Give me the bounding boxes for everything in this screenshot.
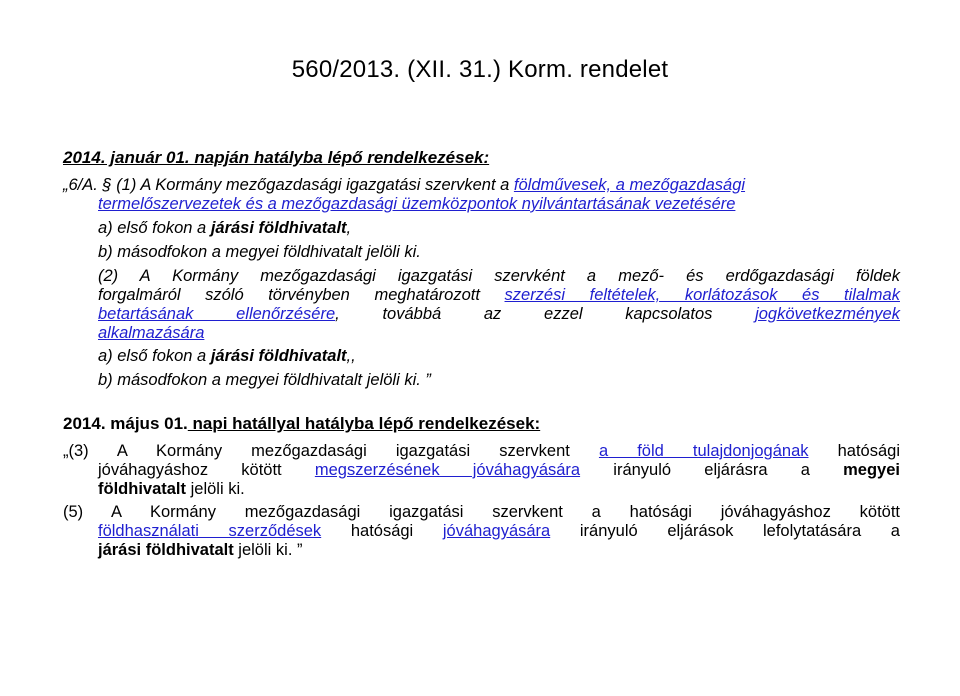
link-foldmuvesek[interactable]: földművesek, a mezőgazdasági	[513, 176, 746, 194]
p1-a-bold: járási földhivatalt	[210, 219, 347, 237]
p5-l2-suffix: irányuló eljárások lefolytatására a	[550, 522, 900, 540]
link-termeloszervezetek[interactable]: termelőszervezetek és a mezőgazdasági üzemközpontok nyilvántartásának vezetésére	[98, 195, 736, 213]
link-foldhasznalati-szerzodesek[interactable]: földhasználati szerződések	[98, 522, 322, 540]
p3-line-3	[98, 479, 245, 499]
section2-heading-date: 2014. május 01.	[63, 414, 188, 433]
p3-l2-mid: irányuló eljárásra a	[580, 461, 844, 479]
p1-a-prefix: a) első fokon a	[98, 219, 211, 237]
section2-heading-rest: napi hatállyal hatályba lépő rendelkezések:	[187, 414, 541, 433]
p5-line-2	[98, 521, 900, 541]
p2-line-2	[98, 285, 900, 305]
p5-line-3	[98, 540, 302, 560]
p1-a-suffix: ,	[346, 219, 352, 237]
p2-line-4	[98, 323, 204, 343]
p2-line-1: (2) A Kormány mezőgazdasági igazgatási szervként a mező- és erdőgazdasági földek	[98, 267, 900, 285]
p1-item-a	[98, 218, 351, 238]
link-megszerzesenek[interactable]: megszerzésének jóváhagyására	[314, 461, 581, 479]
p3-l1-suffix: hatósági	[808, 442, 900, 460]
p3-l3-bold: földhivatalt	[98, 480, 187, 498]
p2-a-suffix: ,,	[346, 347, 356, 365]
p2-item-a	[98, 346, 356, 366]
link-jovahagyasara[interactable]: jóváhagyására	[442, 522, 551, 540]
p3-line-1	[63, 441, 900, 461]
p1-line-1	[63, 175, 745, 195]
link-jogkovetkezmenyek[interactable]: jogkövetkezmények	[755, 305, 900, 323]
p5-l2-mid: hatósági	[321, 522, 443, 540]
link-szerzesi-feltetelek[interactable]: szerzési feltételek, korlátozások és tilalmak	[504, 286, 900, 304]
p2-a-prefix: a) első fokon a	[98, 347, 211, 365]
p1-line-2	[98, 194, 735, 214]
p5-l3-bold: járási földhivatalt	[98, 541, 234, 559]
p2-l3-mid: , továbbá az ezzel kapcsolatos	[335, 305, 756, 323]
link-betartasanak[interactable]: betartásának ellenőrzésére	[98, 305, 336, 323]
p3-l2-prefix: jóváhagyáshoz kötött	[98, 461, 315, 479]
p1-prefix: „6/A. § (1) A Kormány mezőgazdasági igazgatási szervkent a	[63, 176, 514, 194]
p3-line-2	[98, 460, 900, 480]
p5-line-1: (5) A Kormány mezőgazdasági igazgatási szervkent a hatósági jóváhagyáshoz kötött	[63, 503, 900, 521]
link-fold-tulajdonjoganak[interactable]: a föld tulajdonjogának	[598, 442, 809, 460]
section-heading-text: 2014. január 01. napján hatályba lépő rendelkezések:	[63, 148, 490, 167]
p2-l2-prefix: forgalmáról szóló törvényben meghatározott	[98, 286, 505, 304]
p5-l3-suffix: jelöli ki. ”	[233, 541, 303, 559]
page-title: 560/2013. (XII. 31.) Korm. rendelet	[291, 56, 669, 83]
link-alkalmazasara[interactable]: alkalmazására	[98, 324, 205, 342]
p3-l3-suffix: jelöli ki.	[186, 480, 245, 498]
section-heading-2014-may	[63, 414, 540, 434]
section-heading-2014-january	[63, 148, 489, 168]
p3-l2-bold: megyei	[843, 461, 900, 479]
p3-l1-prefix: „(3) A Kormány mezőgazdasági igazgatási szervkent	[63, 442, 599, 460]
p2-a-bold: járási földhivatalt	[210, 347, 347, 365]
p1-item-b: b) másodfokon a megyei földhivatalt jelöli ki.	[98, 243, 421, 261]
p2-line-3	[98, 304, 900, 324]
p2-item-b: b) másodfokon a megyei földhivatalt jelöli ki. ”	[98, 371, 431, 389]
